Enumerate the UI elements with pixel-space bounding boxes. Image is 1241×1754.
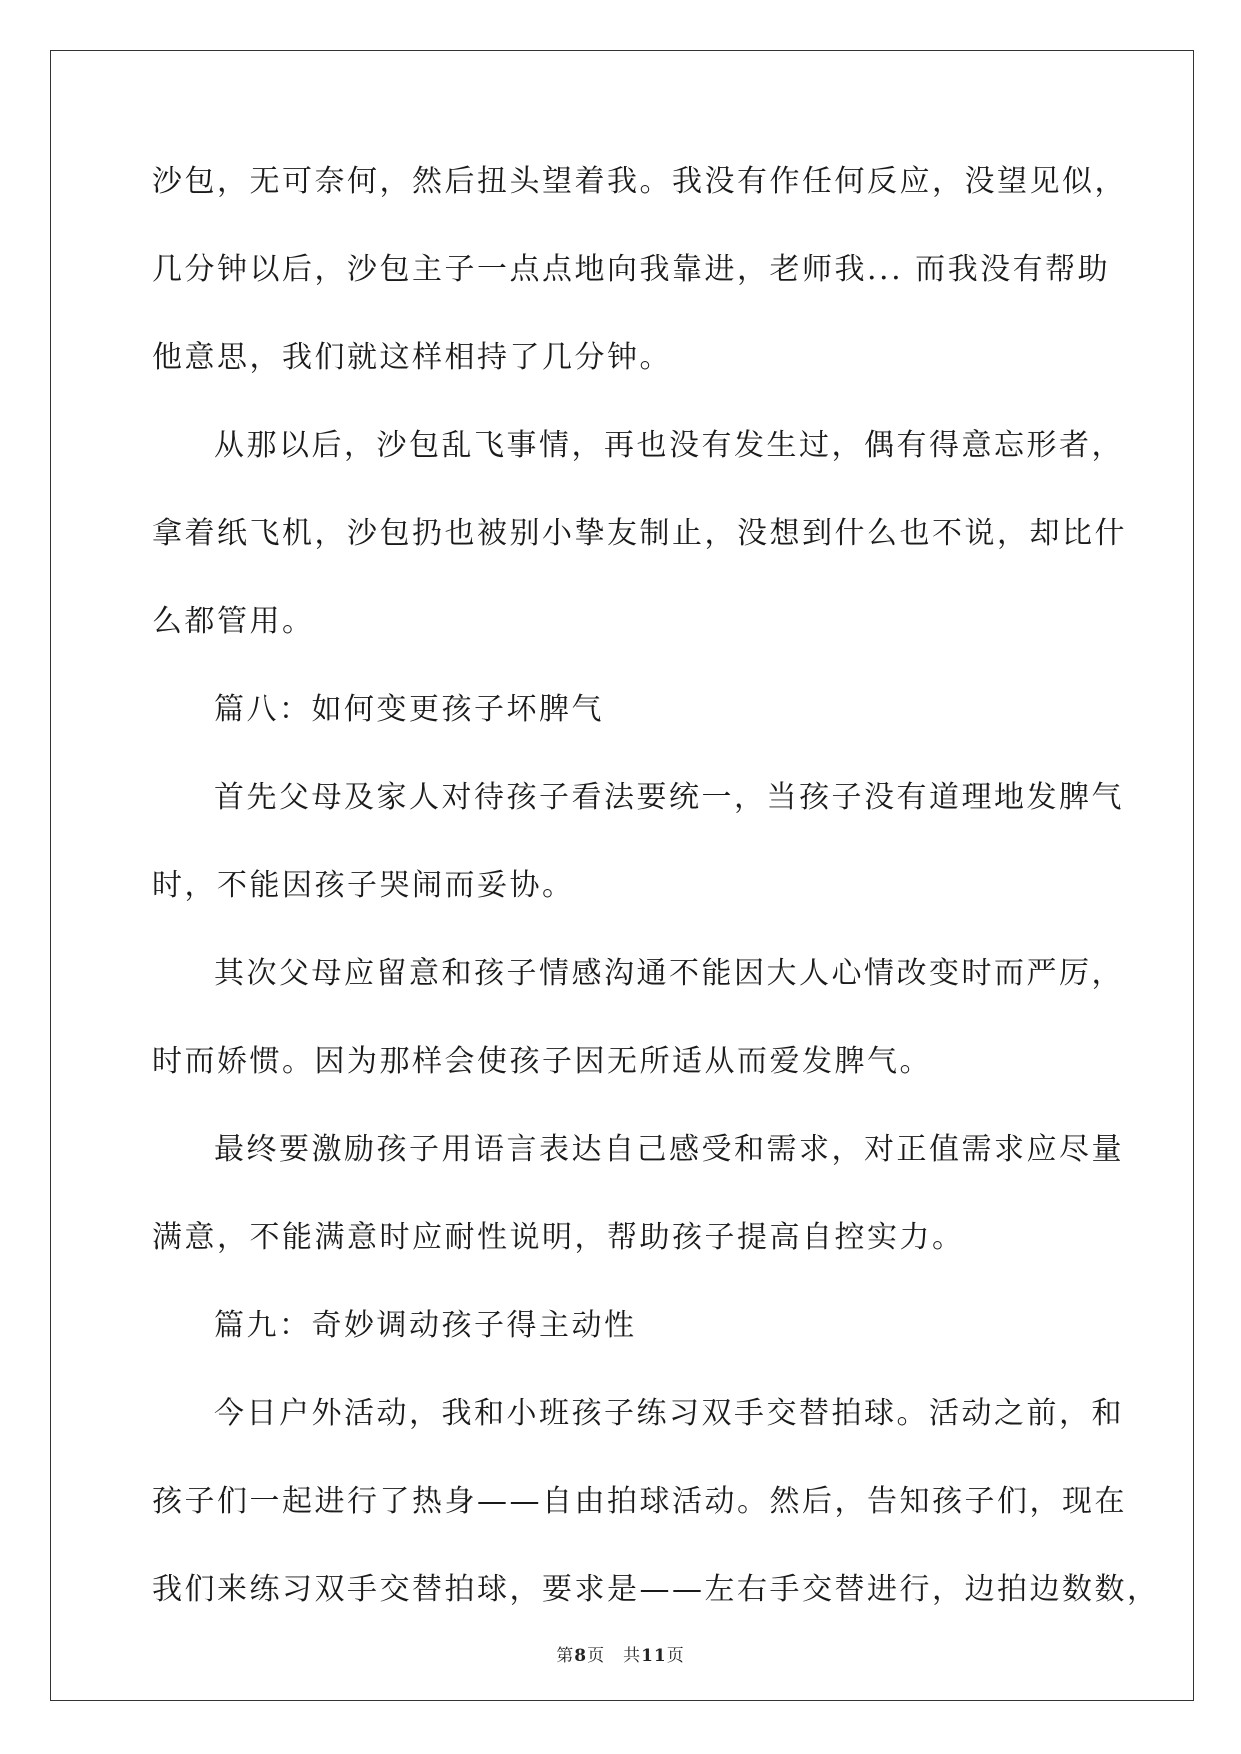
current-page-number: 8: [574, 1646, 588, 1666]
page-footer: [0, 1641, 1241, 1666]
total-pages-number: 11: [641, 1646, 667, 1666]
text-line: 时而娇惯。因为那样会使孩子因无所适从而爱发脾气。: [152, 1044, 932, 1079]
document-body: [152, 162, 1160, 1658]
section-heading: 篇八：如何变更孩子坏脾气: [214, 692, 604, 727]
text-line: 沙包，无可奈何，然后扭头望着我。我没有作任何反应，没望见似，: [152, 164, 1127, 199]
text-line: 首先父母及家人对待孩子看法要统一，当孩子没有道理地发脾气: [214, 780, 1124, 815]
text-line: 他意思，我们就这样相持了几分钟。: [152, 340, 672, 375]
text-line: 么都管用。: [152, 604, 315, 639]
text-line: 今日户外活动，我和小班孩子练习双手交替拍球。活动之前，和: [214, 1396, 1124, 1431]
text-line: 我们来练习双手交替拍球，要求是——左右手交替进行，边拍边数数，: [152, 1572, 1160, 1607]
section-heading: 篇九：奇妙调动孩子得主动性: [214, 1308, 637, 1343]
text-line: 拿着纸飞机，沙包扔也被别小挚友制止，没想到什么也不说，却比什: [152, 516, 1127, 551]
text-line: 其次父母应留意和孩子情感沟通不能因大人心情改变时而严厉，: [214, 956, 1124, 991]
text-line: 时，不能因孩子哭闹而妥协。: [152, 868, 575, 903]
footer-page-suffix: 页: [587, 1646, 606, 1666]
text-line: 从那以后，沙包乱飞事情，再也没有发生过，偶有得意忘形者，: [214, 428, 1124, 463]
footer-prefix: 第: [556, 1646, 575, 1666]
text-line: 孩子们一起进行了热身——自由拍球活动。然后，告知孩子们，现在: [152, 1484, 1127, 1519]
footer-total-prefix: 共: [623, 1646, 642, 1666]
footer-total-suffix: 页: [666, 1646, 685, 1666]
text-line: 最终要激励孩子用语言表达自己感受和需求，对正值需求应尽量: [214, 1132, 1124, 1167]
text-line: 满意，不能满意时应耐性说明，帮助孩子提高自控实力。: [152, 1220, 965, 1255]
text-line: 几分钟以后，沙包主子一点点地向我靠进，老师我... 而我没有帮助: [152, 252, 1111, 287]
